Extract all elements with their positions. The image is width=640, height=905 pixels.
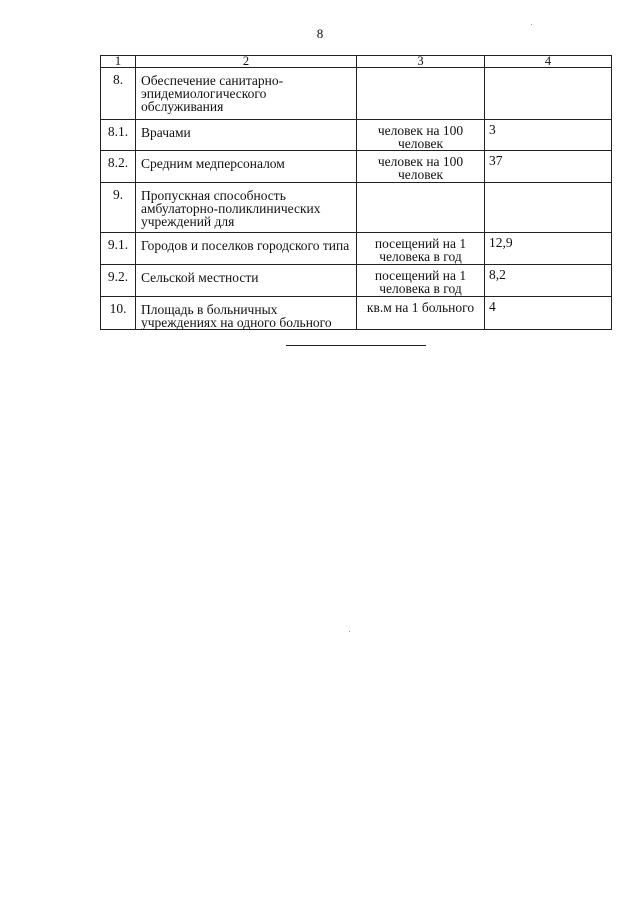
scan-speck: [531, 24, 532, 25]
row-value: 3: [485, 120, 612, 151]
row-value: [485, 183, 612, 233]
row-value: [485, 68, 612, 120]
norms-table: [100, 55, 612, 330]
row-unit: кв.м на 1 больного: [357, 297, 485, 330]
row-name: Городов и поселков городского типа: [136, 233, 357, 265]
table-row: [101, 183, 612, 233]
table-row: [101, 265, 612, 297]
closing-rule: [286, 345, 426, 346]
table-row: [101, 120, 612, 151]
row-unit: посещений на 1 человека в год: [357, 265, 485, 297]
table-row: [101, 68, 612, 120]
row-value: 12,9: [485, 233, 612, 265]
row-name: Пропускная способность амбулаторно-поликлинических учреждений для: [136, 183, 357, 233]
row-unit: посещений на 1 человека в год: [357, 233, 485, 265]
header-cell-3: 3: [357, 56, 485, 68]
row-number: 9.1.: [101, 233, 136, 265]
row-number: 10.: [101, 297, 136, 330]
row-number: 8.2.: [101, 151, 136, 183]
row-unit: человек на 100 человек: [357, 120, 485, 151]
row-number: 8.: [101, 68, 136, 120]
row-name: Сельской местности: [136, 265, 357, 297]
row-unit: человек на 100 человек: [357, 151, 485, 183]
row-number: 9.: [101, 183, 136, 233]
header-cell-2: 2: [136, 56, 357, 68]
row-name: Обеспечение санитарно-эпидемиологического обслуживания: [136, 68, 357, 120]
row-name: Врачами: [136, 120, 357, 151]
row-value: 4: [485, 297, 612, 330]
row-name: Средним медперсоналом: [136, 151, 357, 183]
row-unit: [357, 68, 485, 120]
table-row: [101, 233, 612, 265]
row-number: 9.2.: [101, 265, 136, 297]
row-unit: [357, 183, 485, 233]
scan-speck: [349, 631, 350, 632]
header-cell-4: 4: [485, 56, 612, 68]
row-value: 8,2: [485, 265, 612, 297]
header-cell-1: 1: [101, 56, 136, 68]
table-header-row: [101, 56, 612, 68]
row-number: 8.1.: [101, 120, 136, 151]
row-value: 37: [485, 151, 612, 183]
table-row: [101, 297, 612, 330]
table-row: [101, 151, 612, 183]
row-name: Площадь в больничных учреждениях на одного больного: [136, 297, 357, 330]
page-number: 8: [316, 26, 324, 41]
